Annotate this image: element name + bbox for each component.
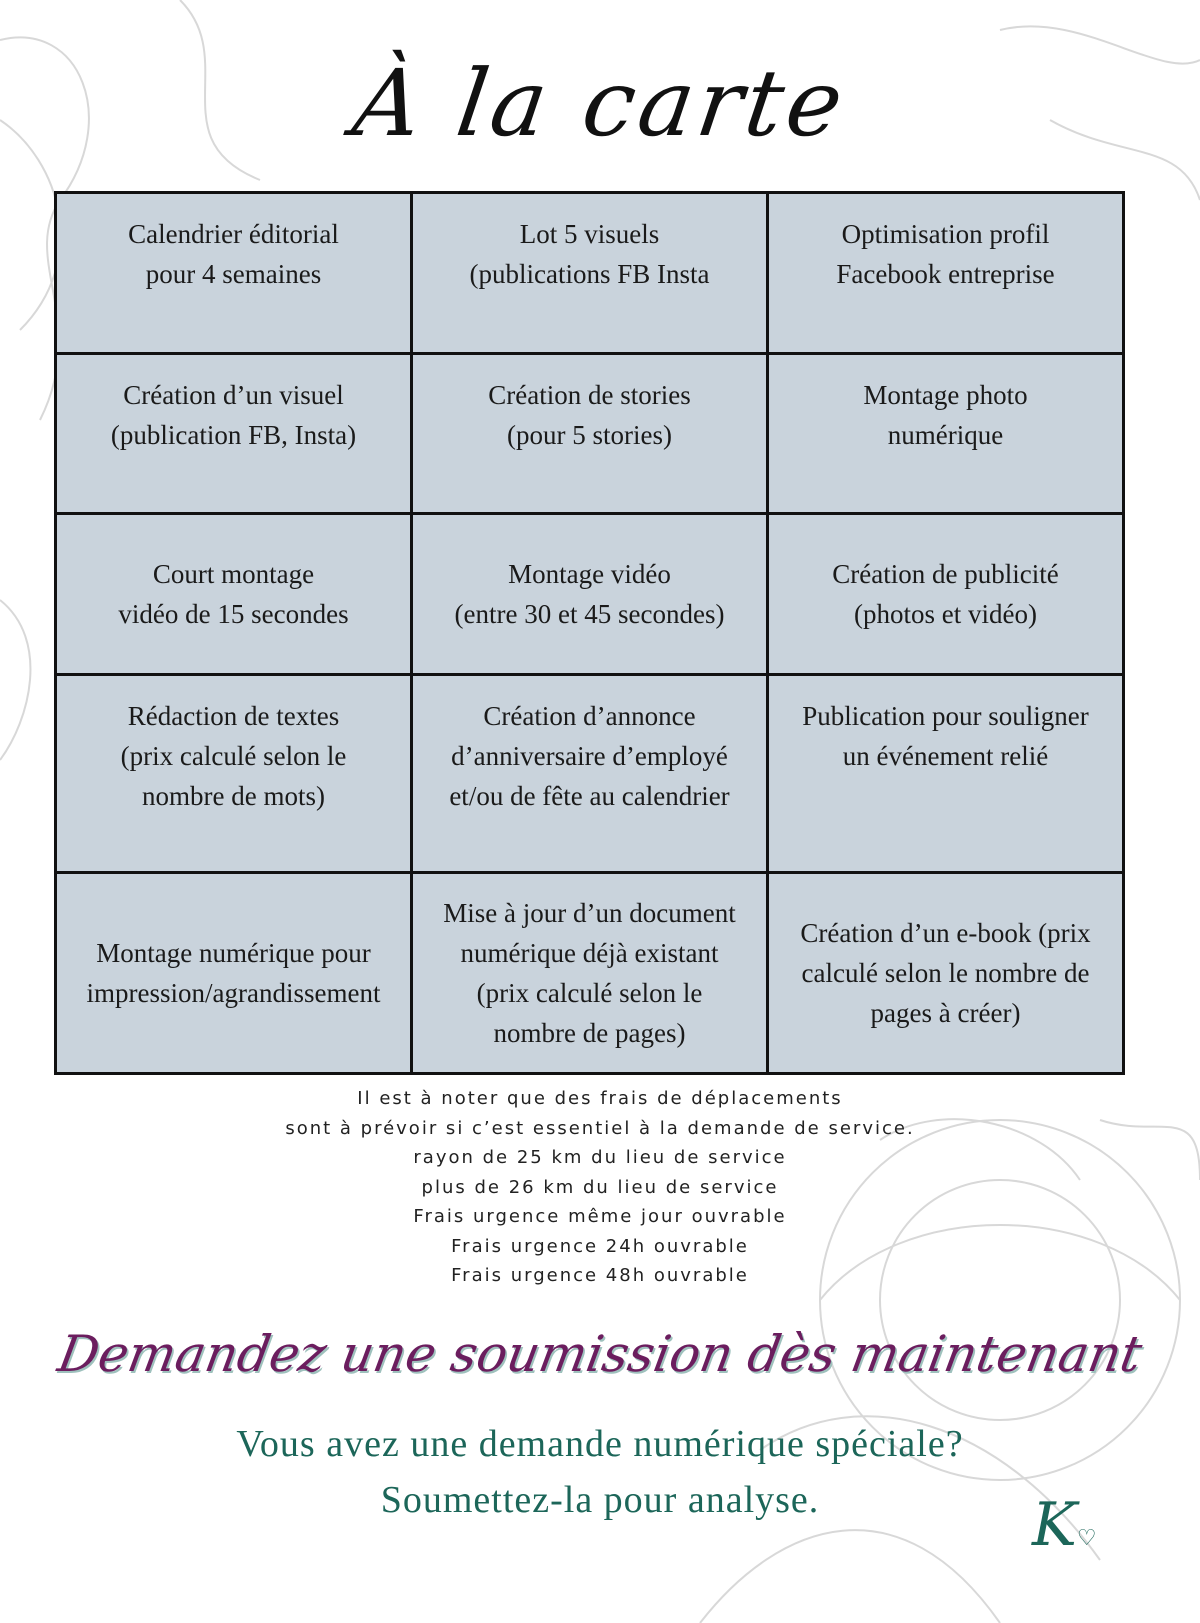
service-cell: Création de publicité (photos et vidéo)	[768, 514, 1124, 675]
note-line: Il est à noter que des frais de déplacements	[357, 1088, 843, 1109]
note-line: Frais urgence 24h ouvrable	[451, 1235, 749, 1257]
table-row	[56, 675, 1124, 873]
note-line: plus de 26 km du lieu de service	[421, 1176, 779, 1198]
service-cell: Publication pour souligner un événement relié	[768, 675, 1124, 873]
service-cell: Montage vidéo (entre 30 et 45 secondes)	[412, 514, 768, 675]
service-cell: Création d’annonce d’anniversaire d’employé et/ou de fête au calendrier	[412, 675, 768, 873]
service-cell: Optimisation profil Facebook entreprise	[768, 193, 1124, 354]
table-row	[56, 354, 1124, 514]
note-line: Frais urgence 48h ouvrable	[451, 1265, 749, 1286]
fees-notes	[0, 1084, 1200, 1291]
service-cell: Calendrier éditorial pour 4 semaines	[56, 193, 412, 354]
note-line: sont à prévoir si c’est essentiel à la demande de service.	[285, 1117, 915, 1139]
table-row	[56, 193, 1124, 354]
k-logo: K♡	[1032, 1490, 1097, 1560]
page-title: À la carte	[346, 50, 854, 157]
service-cell: Mise à jour d’un document numérique déjà existant (prix calculé selon le nombre de pages)	[412, 873, 768, 1074]
note-line: Frais urgence même jour ouvrable	[413, 1206, 787, 1227]
service-cell: Montage photo numérique	[768, 354, 1124, 514]
quote-call-to-action: Demandez une soumission dès maintenant	[53, 1325, 1147, 1383]
service-cell: Création d’un e-book (prix calculé selon le nombre de pages à créer)	[768, 873, 1124, 1074]
note-line: rayon de 25 km du lieu de service	[413, 1147, 787, 1168]
service-cell: Création d’un visuel (publication FB, Insta)	[56, 354, 412, 514]
table-row	[56, 514, 1124, 675]
table-row	[56, 873, 1124, 1074]
service-cell: Création de stories (pour 5 stories)	[412, 354, 768, 514]
heart-icon: ♡	[1076, 1526, 1097, 1551]
submit-for-analysis-text: Soumettez-la pour analyse.	[380, 1479, 820, 1521]
special-request-question: Vous avez une demande numérique spéciale?	[236, 1423, 964, 1465]
service-cell: Court montage vidéo de 15 secondes	[56, 514, 412, 675]
services-table	[54, 191, 1125, 1075]
service-cell: Lot 5 visuels (publications FB Insta	[412, 193, 768, 354]
service-cell: Montage numérique pour impression/agrandissement	[56, 873, 412, 1074]
service-cell: Rédaction de textes (prix calculé selon le nombre de mots)	[56, 675, 412, 873]
